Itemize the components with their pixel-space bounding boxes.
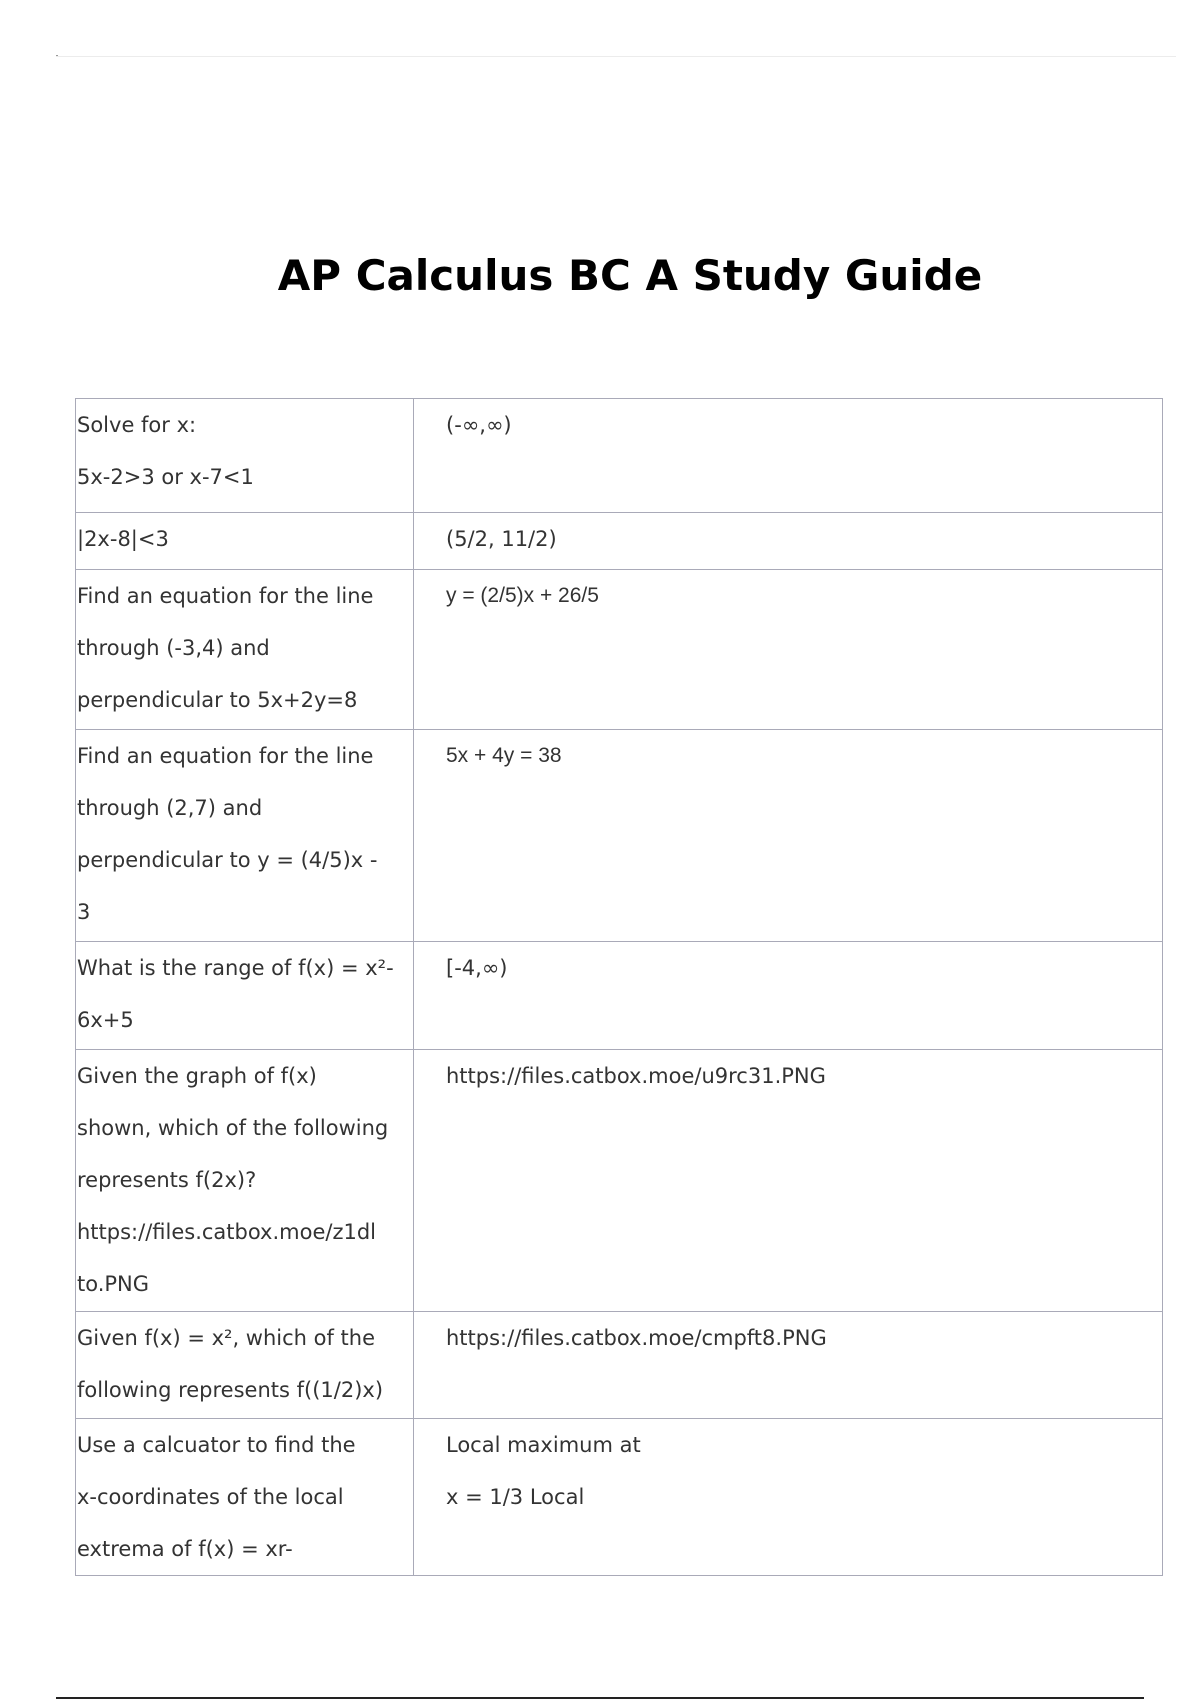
answer-cell [414,730,1163,942]
table-row [76,1312,1163,1419]
answer-cell [414,513,1163,570]
question-text: |2x-8|<3 [77,527,169,551]
table-row [76,730,1163,942]
table-row [76,942,1163,1050]
answer-cell [414,1419,1163,1576]
question-text: Given the graph of f(x) shown, which of the following represents f(2x)? https://files.catbox.moe/z1dl to.PNG [77,1064,389,1296]
answer-cell [414,1050,1163,1312]
question-text: Use a calcuator to find the x-coordinates of the local extrema of f(x) = xr- [77,1433,356,1561]
question-cell [76,1050,414,1312]
table-row [76,399,1163,513]
table-row [76,570,1163,730]
question-cell [76,1419,414,1576]
answer-cell [414,942,1163,1050]
answer-cell [414,1312,1163,1419]
question-cell [76,730,414,942]
question-text: Find an equation for the line through (2,7) and perpendicular to y = (4/5)x - 3 [77,744,378,924]
page-title: AP Calculus BC A Study Guide [277,251,983,300]
answer-text: https://files.catbox.moe/cmpft8.PNG [446,1326,827,1350]
question-cell [76,570,414,730]
question-cell [76,942,414,1050]
question-cell [76,513,414,570]
table-row [76,1419,1163,1576]
answer-text: (5/2, 11/2) [446,527,557,551]
question-text: Solve for x: 5x-2>3 or x-7<1 [77,413,254,489]
answer-text: [-4,∞) [446,956,508,980]
answer-text: y = (2/5)x + 26/5 [446,584,599,607]
answer-text: 5x + 4y = 38 [446,744,562,767]
answer-cell [414,570,1163,730]
table-row [76,1050,1163,1312]
question-text: Given f(x) = x², which of the following represents f((1/2)x) [77,1326,384,1402]
question-cell [76,1312,414,1419]
question-text: Find an equation for the line through (-3,4) and perpendicular to 5x+2y=8 [77,584,374,712]
answer-text: (-∞,∞) [446,413,512,437]
answer-text: Local maximum at x = 1/3 Local [446,1433,641,1509]
question-text: What is the range of f(x) = x²- 6x+5 [77,956,394,1032]
table-row [76,513,1163,570]
question-cell [76,399,414,513]
footer-rule [56,1697,1144,1699]
study-guide-table [75,398,1163,1576]
answer-text: https://files.catbox.moe/u9rc31.PNG [446,1064,826,1088]
header-rule [56,56,1176,57]
answer-cell [414,399,1163,513]
